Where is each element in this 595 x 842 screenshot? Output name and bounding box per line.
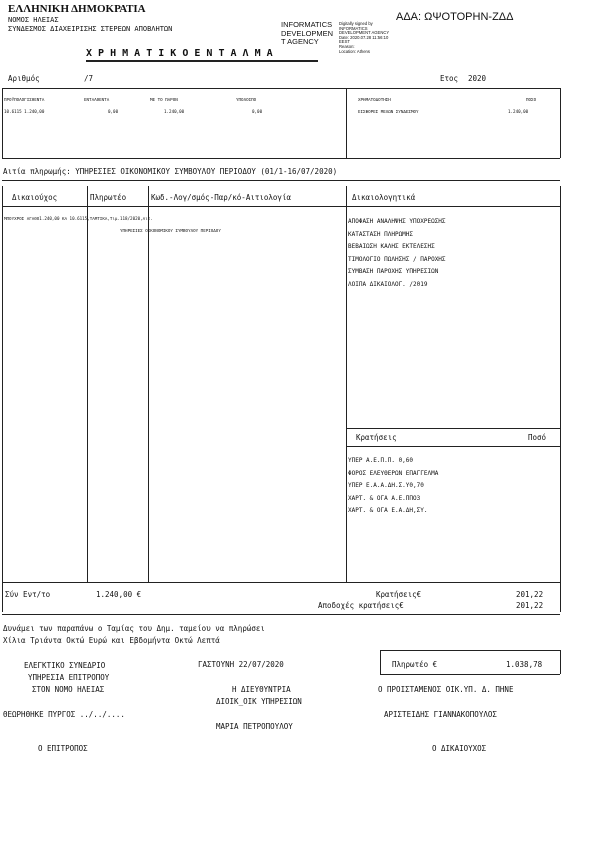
payable-box-top [380,650,560,651]
list-item: ΧΑΡΤ. & ΟΓΑ Α.Ε.ΠΠΟ3 [348,494,421,502]
budget-right-line [560,88,561,158]
sig-detail: DEVELOPMENT AGENCY [339,30,390,36]
title-underline [86,60,318,62]
kratiseis-total-value: 201,22 [516,590,544,599]
payment-instruction: Δυνάμει των παραπάνω ο Ταμίας του Δημ. ταμείου να πληρώσει [3,624,265,633]
apodoxes-label: Αποδοχές κρατήσεις€ [318,601,404,610]
payable-label: Πληρωτέο € [392,660,438,669]
list-item: ΣΥΜΒΑΣΗ ΠΑΡΟΧΗΣ ΥΠΗΡΕΣΙΩΝ [348,268,439,276]
payable-box-left [380,650,381,674]
budget-bottom-line [2,158,560,159]
budget-header-4: ΥΠΟΛΟΙΠΟ [236,97,257,102]
payable-box-right [560,650,561,674]
elegktiko-line: ΥΠΗΡΕΣΙΑ ΕΠΙΤΡΟΠΟΥ [28,673,110,682]
sig-detail: INFORMATICS [339,25,368,31]
document-title: Χ Ρ Η Μ Α Τ Ι Κ Ο Ε Ν Τ Α Λ Μ Α [86,48,273,59]
kratiseis-top-line [346,428,560,429]
etos-label: Ετος [440,74,459,83]
budget-value-4: 0,00 [252,109,263,114]
total-value: 1.240,00 € [96,590,142,599]
payment-reason: Αιτία πληρωμής: ΥΠΗΡΕΣΙΕΣ ΟΙΚΟΝΟΜΙΚΟΥ ΣΥΜΒΟΥΛΟΥ ΠΕΡΙΟΔΟΥ (01/1-16/07/2020) [3,167,338,176]
logo-line-3: T AGENCY [281,37,319,47]
header-aitiologia: Κωδ.-Λογ/σμός-Παρ/κό-Αιτιολογία [151,193,291,202]
documents-list [348,216,446,292]
total-label: Σύν Εντ/το [5,590,51,599]
header-dikaiologitika: Δικαιολογητικά [352,193,416,202]
director-dept: ΔΙΟΙΚ_ΟΙΚ ΥΠΗΡΕΣΙΩΝ [216,697,302,706]
table-header-line [2,206,560,207]
kratiseis-amount-header: Ποσό [528,433,547,442]
payable-value: 1.038,78 [506,660,543,669]
table-right-line [560,186,561,582]
budget-right-header-1: ΧΡΗΜΑΤΟΔΟΤΗΣΗ [358,97,391,102]
logo-line-1: INFORMATICS [281,20,333,29]
budget-header-1: ΠΡΟΫΠΟΛΟΓΙΣΘΕΝΤΑ [4,97,45,102]
director-name: ΜΑΡΙΑ ΠΕΤΡΟΠΟΥΛΟΥ [216,722,293,731]
theorithike-line: ΘΕΩΡΗΘΗΚΕ ΠΥΡΓΟΣ ../../.... [3,710,125,719]
sig-detail: EEST [339,39,350,45]
totals-top-line [2,582,560,583]
logo-line-2: DEVELOPMEN [281,28,334,38]
arithmos-value: /7 [84,74,94,83]
funding-source: ΕΙΣΦΟΡΕΣ ΜΕΛΩΝ ΣΥΝΔΕΣΜΟΥ [358,109,419,114]
table-left-line [2,186,3,582]
list-item: ΚΑΤΑΣΤΑΣΗ ΠΛΗΡΩΜΗΣ [348,230,414,238]
etos-value: 2020 [468,74,487,83]
budget-mid-line [346,88,347,158]
amount-in-words: Χίλια Τριάντα Οκτώ Ευρώ και Εβδομήντα Οκτώ Λεπτά [3,636,220,645]
list-item: ΥΠΕΡ Α.Ε.Π.Π. 0,60 [348,457,414,464]
place-date: ΓΑΣΤΟΥΝΗ 22/07/2020 [198,660,284,669]
elegktiko-line: ΣΤΟΝ ΝΟΜΟ ΗΛΕΙΑΣ [32,685,105,694]
epitropos-label: Ο ΕΠΙΤΡΟΠΟΣ [38,744,88,753]
list-item: ΧΑΡΤ. & ΟΓΑ Ε.Α.ΔΗ,ΣΥ. [348,507,428,515]
sig-detail: Reason: [339,43,355,49]
proistamenos-title: Ο ΠΡΟΙΣΤΑΜΕΝΟΣ ΟΙΚ.ΥΠ. Δ. ΠΗΝΕ [378,685,514,694]
elegktiko-block [24,660,109,696]
kratiseis-total-label: Κρατήσεις€ [376,590,422,599]
digital-signature-details [339,22,389,54]
budget-left-line [2,88,3,158]
budget-value-2: 0,00 [108,109,119,114]
budget-value-3: 1.240,00 [164,109,185,114]
director-title: Η ΔΙΕΥΘΥΝΤΡΙΑ [232,685,291,694]
dikaiouxos-label: Ο ΔΙΚΑΙΟΥΧΟΣ [432,744,487,753]
totals-bottom-line [2,614,560,615]
funding-amount: 1.240,00 [508,109,529,114]
list-item: ΤΙΜΟΛΟΓΙΟ ΠΩΛΗΣΗΣ / ΠΑΡΟΧΗΣ [348,255,446,263]
totals-right-line [560,582,561,612]
table-row: ΥΠΗΡΕΣΙΕΣ ΟΙΚΟΝΟΜΙΚΟΥ ΣΥΜΒΟΥΛΟΥ ΠΕΡΙΟΔΟΥ [120,228,221,233]
list-item: ΑΠΟΦΑΣΗ ΑΝΑΛΗΨΗΣ ΥΠΟΧΡΕΩΣΗΣ [348,218,446,225]
arithmos-label: Αριθμός [8,74,40,83]
kratiseis-header: Κρατήσεις [356,433,397,442]
header-dikaiouxos: Δικαιούχος [12,193,58,202]
payable-box-bottom [380,674,560,675]
list-item: ΦΟΡΟΣ ΕΛΕΥΘΕΡΩΝ ΕΠΑΓΓΕΛΜΑ [348,469,439,477]
budget-header-2: ΕΝΤΑΛΘΕΝΤΑ [84,97,110,102]
republic-title: ΕΛΛΗΝΙΚΗ ΔΗΜΟΚΡΑΤΙΑ [8,3,146,15]
budget-right-header-2: ΠΟΣΟ [526,97,537,102]
header-pliroteo: Πληρωτέο [90,193,127,202]
list-item: ΥΠΕΡ Ε.Α.Α.ΔΗ.Σ.Υ0,70 [348,482,424,490]
table-col3-line [346,186,347,582]
totals-left-line [2,582,3,612]
ada-code: ΑΔΑ: ΩΨΟΤΟΡΗΝ-ΖΔΔ [396,11,514,23]
signature-logo [281,21,333,47]
list-item: ΒΕΒΑΙΩΣΗ ΚΑΛΗΣ ΕΚΤΕΛΕΣΗΣ [348,243,435,251]
nomos-label: ΝΟΜΟΣ ΗΛΕΙΑΣ [8,16,59,24]
kratiseis-header-line [346,446,560,447]
syndesmos-label: ΣΥΝΔΕΣΜΟΣ ΔΙΑΧΕΙΡΙΣΗΣ ΣΤΕΡΕΩΝ ΑΠΟΒΛΗΤΩΝ [8,25,173,33]
sig-detail: Digitally signed by [339,21,373,26]
aitia-line [2,180,560,181]
kratiseis-list [348,455,438,518]
budget-header-3: ΜΕ ΤΟ ΠΑΡΟΝ [150,97,178,102]
elegktiko-line: ΕΛΕΓΚΤΙΚΟ ΣΥΝΕΔΡΙΟ [24,661,106,670]
proistamenos-name: ΑΡΙΣΤΕΙΔΗΣ ΓΙΑΝΝΑΚΟΠΟΥΛΟΣ [384,710,497,719]
sig-detail: Location: Athens [339,48,370,54]
table-row: ΜΠΟΥΧΡΟΣ ΑΓΑΘΟ1.240,00 ΚΑ 10.6115,ΤΑΜΤΙΚΑ,Τιμ.118/2020,Αιτ. [4,216,153,221]
table-col2-line [148,186,149,582]
budget-value-1: 10.6115 1.240,00 [4,109,45,114]
apodoxes-value: 201,22 [516,601,544,610]
budget-top-line [2,88,560,89]
table-col1-line [87,186,88,582]
sig-detail: Date: 2020.07.28 11:56:10 [339,34,389,40]
list-item: ΛΟΙΠΑ ΔΙΚΑΙΟΛΟΓ. /2019 [348,280,428,288]
